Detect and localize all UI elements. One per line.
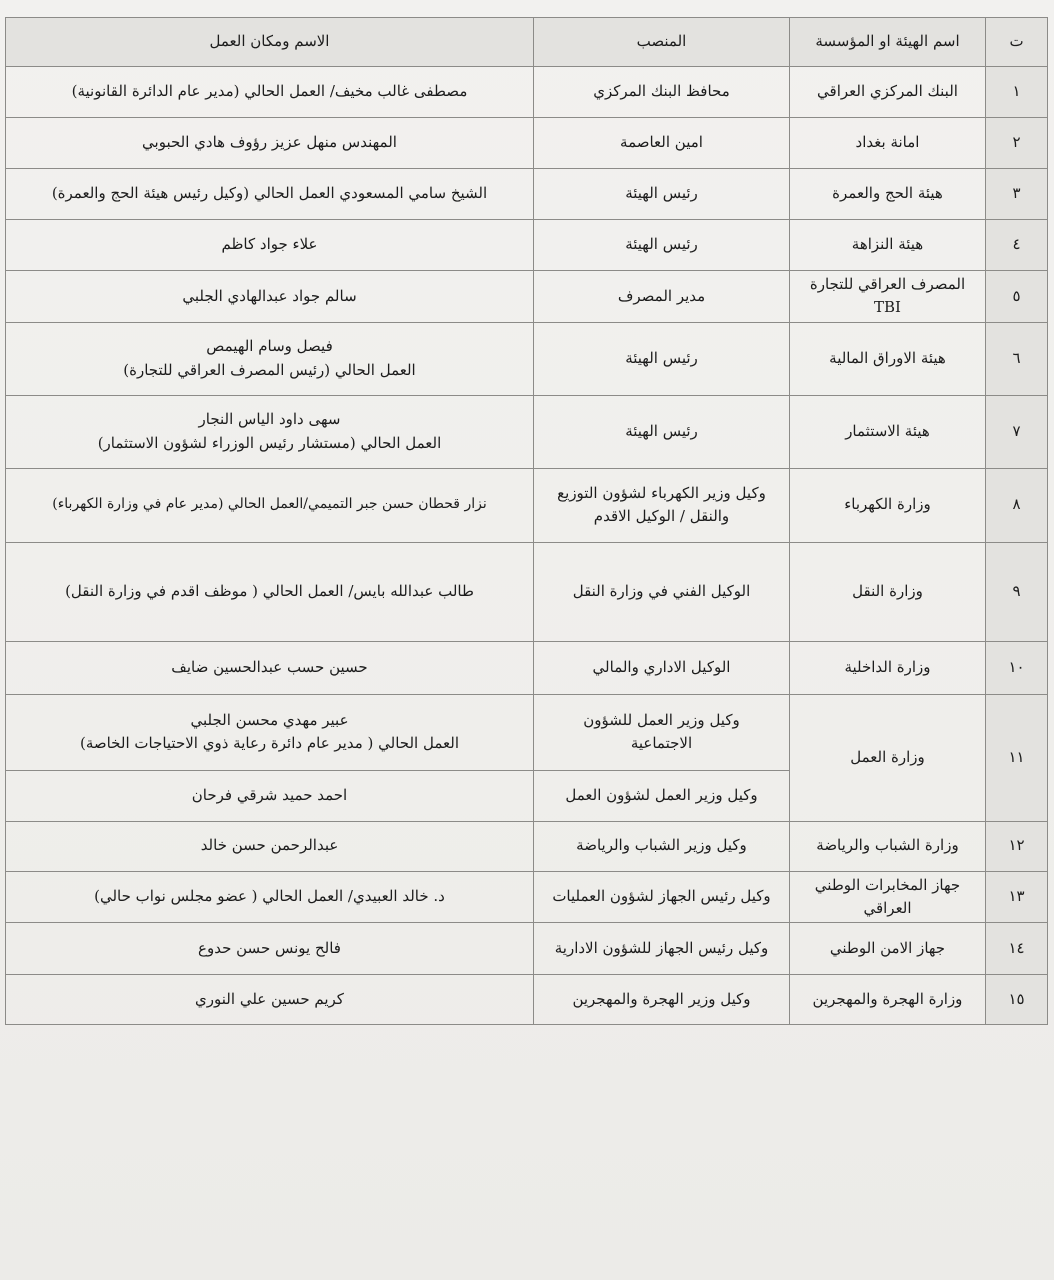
row-position (534, 220, 790, 271)
row-num: ١٣ (986, 871, 1048, 923)
name-line: عبير مهدي محسن الجلبي (190, 710, 349, 729)
row-num: ١ (986, 67, 1048, 118)
row-entity: وزارة الداخلية (790, 641, 986, 694)
table-row (6, 542, 1048, 641)
row-name (6, 923, 534, 975)
row-name (6, 322, 534, 395)
row-name (6, 220, 534, 271)
name-line: سهى داود الياس النجار (198, 410, 341, 429)
name-line: الشيخ سامي المسعودي العمل الحالي (وكيل رئيس هيئة الحج والعمرة) (51, 184, 488, 203)
row-entity: المصرف العراقي للتجارة TBI (790, 271, 986, 323)
table-row (6, 220, 1048, 271)
header-entity: اسم الهيئة او المؤسسة (790, 18, 986, 67)
row-position (534, 923, 790, 975)
name-line: طالب عبدالله بايس/ العمل الحالي ( موظف اقدم في وزارة النقل) (65, 581, 474, 600)
table-row (6, 641, 1048, 694)
row-entity: امانة بغداد (790, 118, 986, 169)
position-line: الوكيل الفني في وزارة النقل (572, 581, 751, 600)
row-num: ١١ (986, 694, 1048, 821)
name-line: عبدالرحمن حسن خالد (200, 836, 339, 855)
row-name (6, 271, 534, 323)
row-position (534, 271, 790, 323)
table-row (6, 694, 1048, 770)
row-num: ١٠ (986, 641, 1048, 694)
position-line: وكيل وزير الكهرباء لشؤون التوزيع (557, 483, 766, 502)
row-entity: جهاز الامن الوطني (790, 923, 986, 975)
table-row (6, 169, 1048, 220)
row-entity: وزارة الكهرباء (790, 468, 986, 542)
position-line: الاجتماعية (630, 734, 693, 752)
row-entity: البنك المركزي العراقي (790, 67, 986, 118)
position-line: الوكيل الاداري والمالي (592, 657, 731, 676)
row-entity: هيئة الحج والعمرة (790, 169, 986, 220)
row-name (6, 871, 534, 923)
row-name (6, 118, 534, 169)
name-line: احمد حميد شرقي فرحان (191, 785, 348, 804)
row-name (6, 169, 534, 220)
name-line: العمل الحالي (رئيس المصرف العراقي للتجارة) (123, 360, 416, 379)
row-position (534, 395, 790, 468)
table-row (6, 271, 1048, 323)
row-position (534, 975, 790, 1025)
row-position (534, 67, 790, 118)
header-position: المنصب (534, 18, 790, 67)
position-line: والنقل / الوكيل الاقدم (593, 507, 730, 525)
position-line: وكيل رئيس الجهاز للشؤون الادارية (554, 938, 769, 957)
row-name (6, 67, 534, 118)
table-header-row (6, 18, 1048, 67)
row-num: ١٤ (986, 923, 1048, 975)
position-line: امين العاصمة (620, 133, 703, 152)
name-line: سالم جواد عبدالهادي الجلبي (182, 286, 357, 305)
name-line: كريم حسين علي النوري (195, 989, 344, 1008)
row-name (6, 395, 534, 468)
row-name (6, 975, 534, 1025)
row-entity: وزارة النقل (790, 542, 986, 641)
row-name (6, 542, 534, 641)
name-line: مصطفى غالب مخيف/ العمل الحالي (مدير عام الدائرة القانونية) (71, 82, 468, 101)
row-position (534, 694, 790, 770)
row-name (6, 770, 534, 821)
header-name: الاسم ومكان العمل (6, 18, 534, 67)
position-line: وكيل وزير الهجرة والمهجرين (572, 989, 751, 1008)
position-line: وكيل وزير العمل للشؤون (583, 710, 740, 729)
row-num: ٢ (986, 118, 1048, 169)
row-name (6, 821, 534, 871)
row-entity: وزارة الهجرة والمهجرين (790, 975, 986, 1025)
position-line: وكيل وزير الشباب والرياضة (576, 836, 747, 855)
row-entity: جهاز المخابرات الوطني العراقي (790, 871, 986, 923)
name-line: حسين حسب عبدالحسين ضايف (171, 657, 368, 676)
row-entity: هيئة النزاهة (790, 220, 986, 271)
row-num: ١٥ (986, 975, 1048, 1025)
table-row (6, 821, 1048, 871)
row-position (534, 821, 790, 871)
row-entity: وزارة الشباب والرياضة (790, 821, 986, 871)
table-row (6, 118, 1048, 169)
name-line: د. خالد العبيدي/ العمل الحالي ( عضو مجلس نواب حالي) (94, 887, 445, 906)
row-position (534, 169, 790, 220)
position-line: رئيس الهيئة (625, 421, 698, 440)
row-name (6, 641, 534, 694)
position-line: رئيس الهيئة (625, 348, 698, 367)
position-line: وكيل وزير العمل لشؤون العمل (565, 785, 758, 804)
row-num: ٨ (986, 468, 1048, 542)
row-name (6, 468, 534, 542)
row-position (534, 118, 790, 169)
name-line: العمل الحالي (مستشار رئيس الوزراء لشؤون الاستثمار) (97, 433, 442, 452)
name-line: علاء جواد كاظم (221, 235, 318, 254)
position-line: محافظ البنك المركزي (593, 82, 730, 101)
row-position (534, 871, 790, 923)
row-position (534, 770, 790, 821)
table-row (6, 67, 1048, 118)
table-row (6, 923, 1048, 975)
officials-table (5, 17, 1048, 1025)
row-entity: وزارة العمل (790, 694, 986, 821)
row-position (534, 641, 790, 694)
name-line: فالح يونس حسن حدوع (198, 938, 341, 957)
name-line: نزار قحطان حسن جبر التميمي/العمل الحالي (مدير عام في وزارة الكهرباء) (52, 496, 487, 513)
row-num: ٦ (986, 322, 1048, 395)
row-name (6, 694, 534, 770)
table-row (6, 322, 1048, 395)
row-position (534, 322, 790, 395)
row-entity: هيئة الاستثمار (790, 395, 986, 468)
row-num: ٩ (986, 542, 1048, 641)
position-line: وكيل رئيس الجهاز لشؤون العمليات (552, 887, 771, 906)
row-num: ٣ (986, 169, 1048, 220)
row-num: ٥ (986, 271, 1048, 323)
name-line: العمل الحالي ( مدير عام دائرة رعاية ذوي الاحتياجات الخاصة) (79, 734, 459, 752)
position-line: رئيس الهيئة (625, 184, 698, 203)
row-position (534, 468, 790, 542)
name-line: المهندس منهل عزيز رؤوف هادي الحبوبي (142, 133, 397, 152)
table-row (6, 468, 1048, 542)
position-line: مدير المصرف (617, 286, 706, 305)
table-row (6, 871, 1048, 923)
name-line: فيصل وسام الهيمص (206, 337, 333, 356)
header-num: ت (986, 18, 1048, 67)
row-position (534, 542, 790, 641)
row-num: ١٢ (986, 821, 1048, 871)
row-num: ٤ (986, 220, 1048, 271)
position-line: رئيس الهيئة (625, 235, 698, 254)
row-num: ٧ (986, 395, 1048, 468)
table-row (6, 395, 1048, 468)
table-row (6, 975, 1048, 1025)
row-entity: هيئة الاوراق المالية (790, 322, 986, 395)
